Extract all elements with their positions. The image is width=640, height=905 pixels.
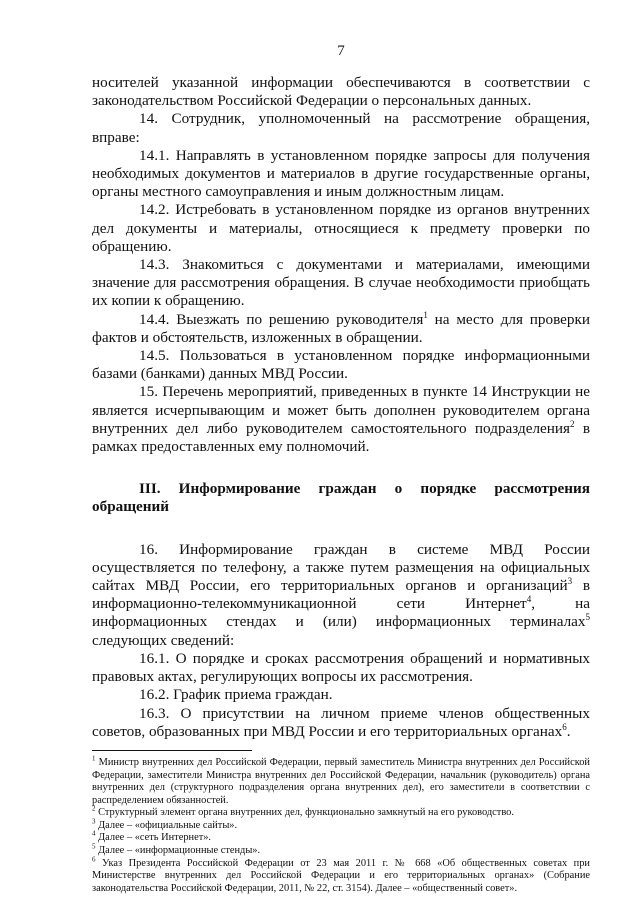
footnote-text: Далее – «сеть Интернет». — [95, 832, 212, 844]
footnote-number: 1 — [92, 754, 96, 763]
paragraph-15-text-a: 15. Перечень мероприятий, приведенных в пункте 14 Инструкции не является исчерпывающим и может быть дополнен руководителем органа внутренних дел либо руководителем самостоятельного подразделения — [92, 383, 590, 437]
footnote-separator — [92, 750, 252, 751]
footnote-ref-1: 1 — [423, 309, 428, 320]
footnote-number: 6 — [92, 855, 96, 864]
section-heading: III. Информирование граждан о порядке рассмотрения обращений — [92, 480, 590, 516]
paragraph-16-2: 16.2. График приема граждан. — [139, 686, 333, 704]
footnote-number: 3 — [92, 817, 96, 826]
paragraph-14-1: 14.1. Направлять в установленном порядке запросы для получения необходимых документов и материалов в другие государственные органы, органы местного самоуправления и иным должностным лицам. — [92, 146, 590, 201]
paragraph-14-4-text-a: 14.4. Выезжать по решению руководителя — [139, 310, 424, 328]
page-number: 7 — [337, 43, 345, 59]
footnote-6 — [92, 855, 590, 896]
footnote-text: Структурный элемент органа внутренних дел, функционально замкнутый на его руководство. — [95, 807, 514, 819]
footnote-text: Указ Президента Российской Федерации от 23 мая 2011 г. № 668 «Об общественных советах при Министерстве внутренних дел Российской Федерации и его территориальных органах» (Собрание законодательства Российской Федерации, 2011, № 22, ст. 3154). Далее – «общественный совет». — [92, 857, 590, 894]
footnote-ref-6: 6 — [562, 721, 567, 732]
paragraph-continuation: носителей указанной информации обеспечиваются в соответствии с законодательством Российской Федерации о персональных данных. — [92, 74, 590, 110]
paragraph-14: 14. Сотрудник, уполномоченный на рассмотрение обращения, вправе: — [92, 110, 590, 146]
footnote-ref-5: 5 — [585, 612, 590, 623]
paragraph-16-1: 16.1. О порядке и сроках рассмотрения обращений и нормативных правовых актах, регулирующих вопросы их рассмотрения. — [92, 649, 590, 686]
footnote-1 — [92, 754, 590, 807]
footnote-ref-3: 3 — [567, 576, 573, 587]
paragraph-14-5: 14.5. Пользоваться в установленном порядке информационными базами (банками) данных МВД России. — [92, 347, 590, 383]
paragraph-16-text-b: в информационно-телекоммуникационной сети Интернет — [92, 577, 591, 613]
footnote-number: 4 — [92, 830, 96, 838]
paragraph-14-4-text-b: на место для проверки фактов и обстоятельств, изложенных в обращении. — [92, 310, 590, 346]
footnote-3 — [92, 817, 590, 833]
paragraph-15 — [92, 383, 590, 456]
footnote-2 — [92, 804, 590, 820]
footnote-number: 2 — [92, 804, 96, 813]
footnote-text: Министр внутренних дел Российской Федерации, первый заместитель Министра внутренних дел Российской Федерации, заместители Министра внутренних дел Российской Федерации, начальник (руководитель) органа внутренних дел (структурного подразделения органа внутренних дел), его заместители в соответствии с распределением обязанностей. — [92, 756, 590, 806]
paragraph-16 — [92, 541, 590, 650]
paragraph-14-4 — [92, 311, 590, 347]
footnote-5 — [92, 842, 590, 858]
paragraph-16-text-a: 16. Информирование граждан в системе МВД России осуществляется по телефону, а также путем размещения на официальных сайтах МВД России, его территориальных органов и организаций — [92, 540, 590, 595]
document-page — [92, 42, 590, 895]
paragraph-15-text-b: в рамках предоставленных ему полномочий. — [92, 419, 590, 456]
paragraph-16-3 — [92, 705, 590, 741]
paragraph-16-3-text-a: 16.3. О присутствии на личном приеме членов общественных советов, образованных при МВД России и его территориальных органах — [92, 704, 590, 740]
footnote-text: Далее – «официальные сайты». — [95, 819, 238, 831]
footnote-number: 5 — [92, 842, 96, 851]
footnote-4 — [92, 832, 590, 845]
paragraph-16-text-d: следующих сведений: — [92, 631, 235, 649]
footnote-ref-4: 4 — [526, 594, 532, 605]
paragraph-14-2: 14.2. Истребовать в установленном порядке из органов внутренних дел документы и материалы, относящиеся к предмету проверки по обращению. — [92, 201, 590, 255]
footnote-ref-2: 2 — [570, 418, 575, 429]
footnote-text: Далее – «информационные стенды». — [95, 845, 261, 857]
paragraph-16-text-c: , на информационных стендах и (или) информационных терминалах — [92, 595, 590, 631]
paragraph-14-3: 14.3. Знакомиться с документами и материалами, имеющими значение для рассмотрения обращения. В случае необходимости приобщать их копии к обращению. — [92, 256, 590, 310]
paragraph-16-3-text-b: . — [566, 722, 571, 740]
